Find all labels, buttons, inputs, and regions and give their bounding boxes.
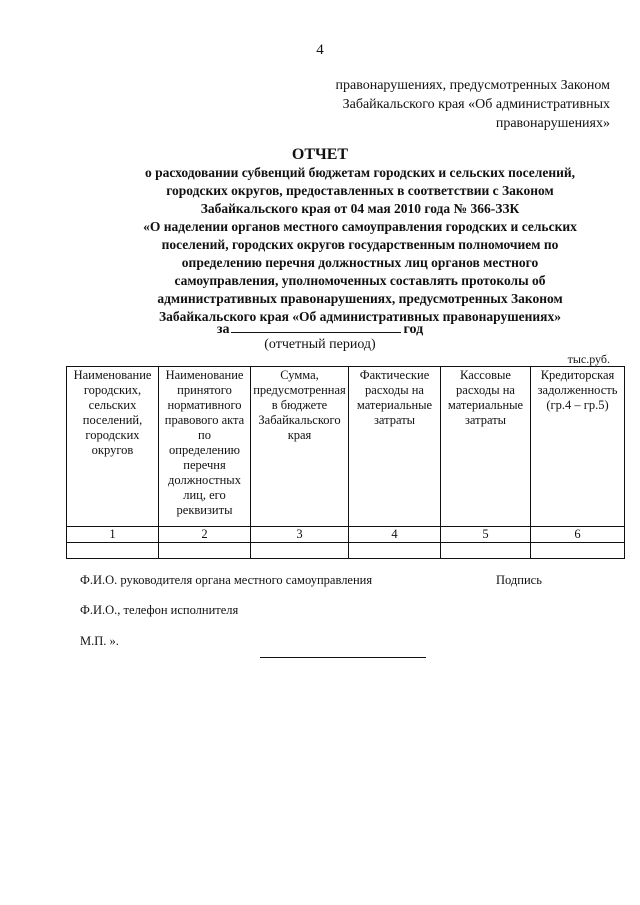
page-number: 4 xyxy=(316,42,324,58)
col-header-legal-act: Наименование принятого нормативного правового акта по определению перечня должностных лиц, его реквизиты xyxy=(159,367,251,527)
closing-divider xyxy=(260,657,426,658)
report-table xyxy=(66,366,625,559)
header-note-line: правонарушениях, предусмотренных Законом xyxy=(335,78,610,93)
unit-label: тыс.руб. xyxy=(567,352,610,366)
table-cell-empty[interactable] xyxy=(349,543,441,559)
table-cell-empty[interactable] xyxy=(531,543,625,559)
table-cell-empty[interactable] xyxy=(251,543,349,559)
col-header-actual-expenses: Фактические расходы на материальные затраты xyxy=(349,367,441,527)
column-number: 4 xyxy=(349,527,441,543)
subtitle-line: самоуправления, уполномоченных составлять протоколы об xyxy=(174,273,546,288)
column-number: 1 xyxy=(67,527,159,543)
column-number: 2 xyxy=(159,527,251,543)
period-suffix: год xyxy=(403,322,424,337)
subtitle-line: Забайкальского края «Об административных правонарушениях» xyxy=(159,309,561,324)
subtitle-line: городских округов, предоставленных в соответствии с Законом xyxy=(166,183,554,198)
header-note-line: Забайкальского края «Об административных xyxy=(342,97,610,112)
col-header-budget-sum: Сумма, предусмотренная в бюджете Забайкальского края xyxy=(251,367,349,527)
col-header-settlement: Наименование городских, сельских поселений, городских округов xyxy=(67,367,159,527)
head-name-label: Ф.И.О. руководителя органа местного самоуправления xyxy=(80,573,373,587)
col-header-cash-expenses: Кассовые расходы на материальные затраты xyxy=(441,367,531,527)
reporting-period-line xyxy=(0,319,640,338)
period-caption: (отчетный период) xyxy=(264,337,376,352)
document-title: ОТЧЕТ xyxy=(291,146,349,163)
document-subtitle xyxy=(110,164,610,326)
table-cell-empty[interactable] xyxy=(441,543,531,559)
subtitle-line: поселений, городских округов государственным полномочием по xyxy=(161,237,559,252)
header-note xyxy=(300,76,610,133)
table-row xyxy=(67,527,625,543)
period-blank-field[interactable] xyxy=(231,319,401,333)
subtitle-line: определению перечня должностных лиц органов местного xyxy=(181,255,539,270)
subtitle-line: Забайкальского края от 04 мая 2010 года № 366-ЗЗК xyxy=(200,201,520,216)
period-prefix: за xyxy=(216,322,230,337)
subtitle-line: административных правонарушениях, предусмотренных Законом xyxy=(157,291,563,306)
signature-label: Подпись xyxy=(496,573,542,587)
header-note-line: правонарушениях» xyxy=(495,116,610,131)
table-cell-empty[interactable] xyxy=(159,543,251,559)
executor-label: Ф.И.О., телефон исполнителя xyxy=(80,603,239,617)
column-number: 3 xyxy=(251,527,349,543)
subtitle-line: о расходовании субвенций бюджетам городских и сельских поселений, xyxy=(144,165,576,180)
column-number: 5 xyxy=(441,527,531,543)
column-number: 6 xyxy=(531,527,625,543)
table-row xyxy=(67,543,625,559)
table-cell-empty[interactable] xyxy=(67,543,159,559)
seal-label: М.П. ». xyxy=(80,634,119,648)
col-header-payables: Кредиторская задолженность (гр.4 – гр.5) xyxy=(531,367,625,527)
subtitle-line: «О наделении органов местного самоуправления городских и сельских xyxy=(143,219,577,234)
table-header-row xyxy=(67,367,625,527)
